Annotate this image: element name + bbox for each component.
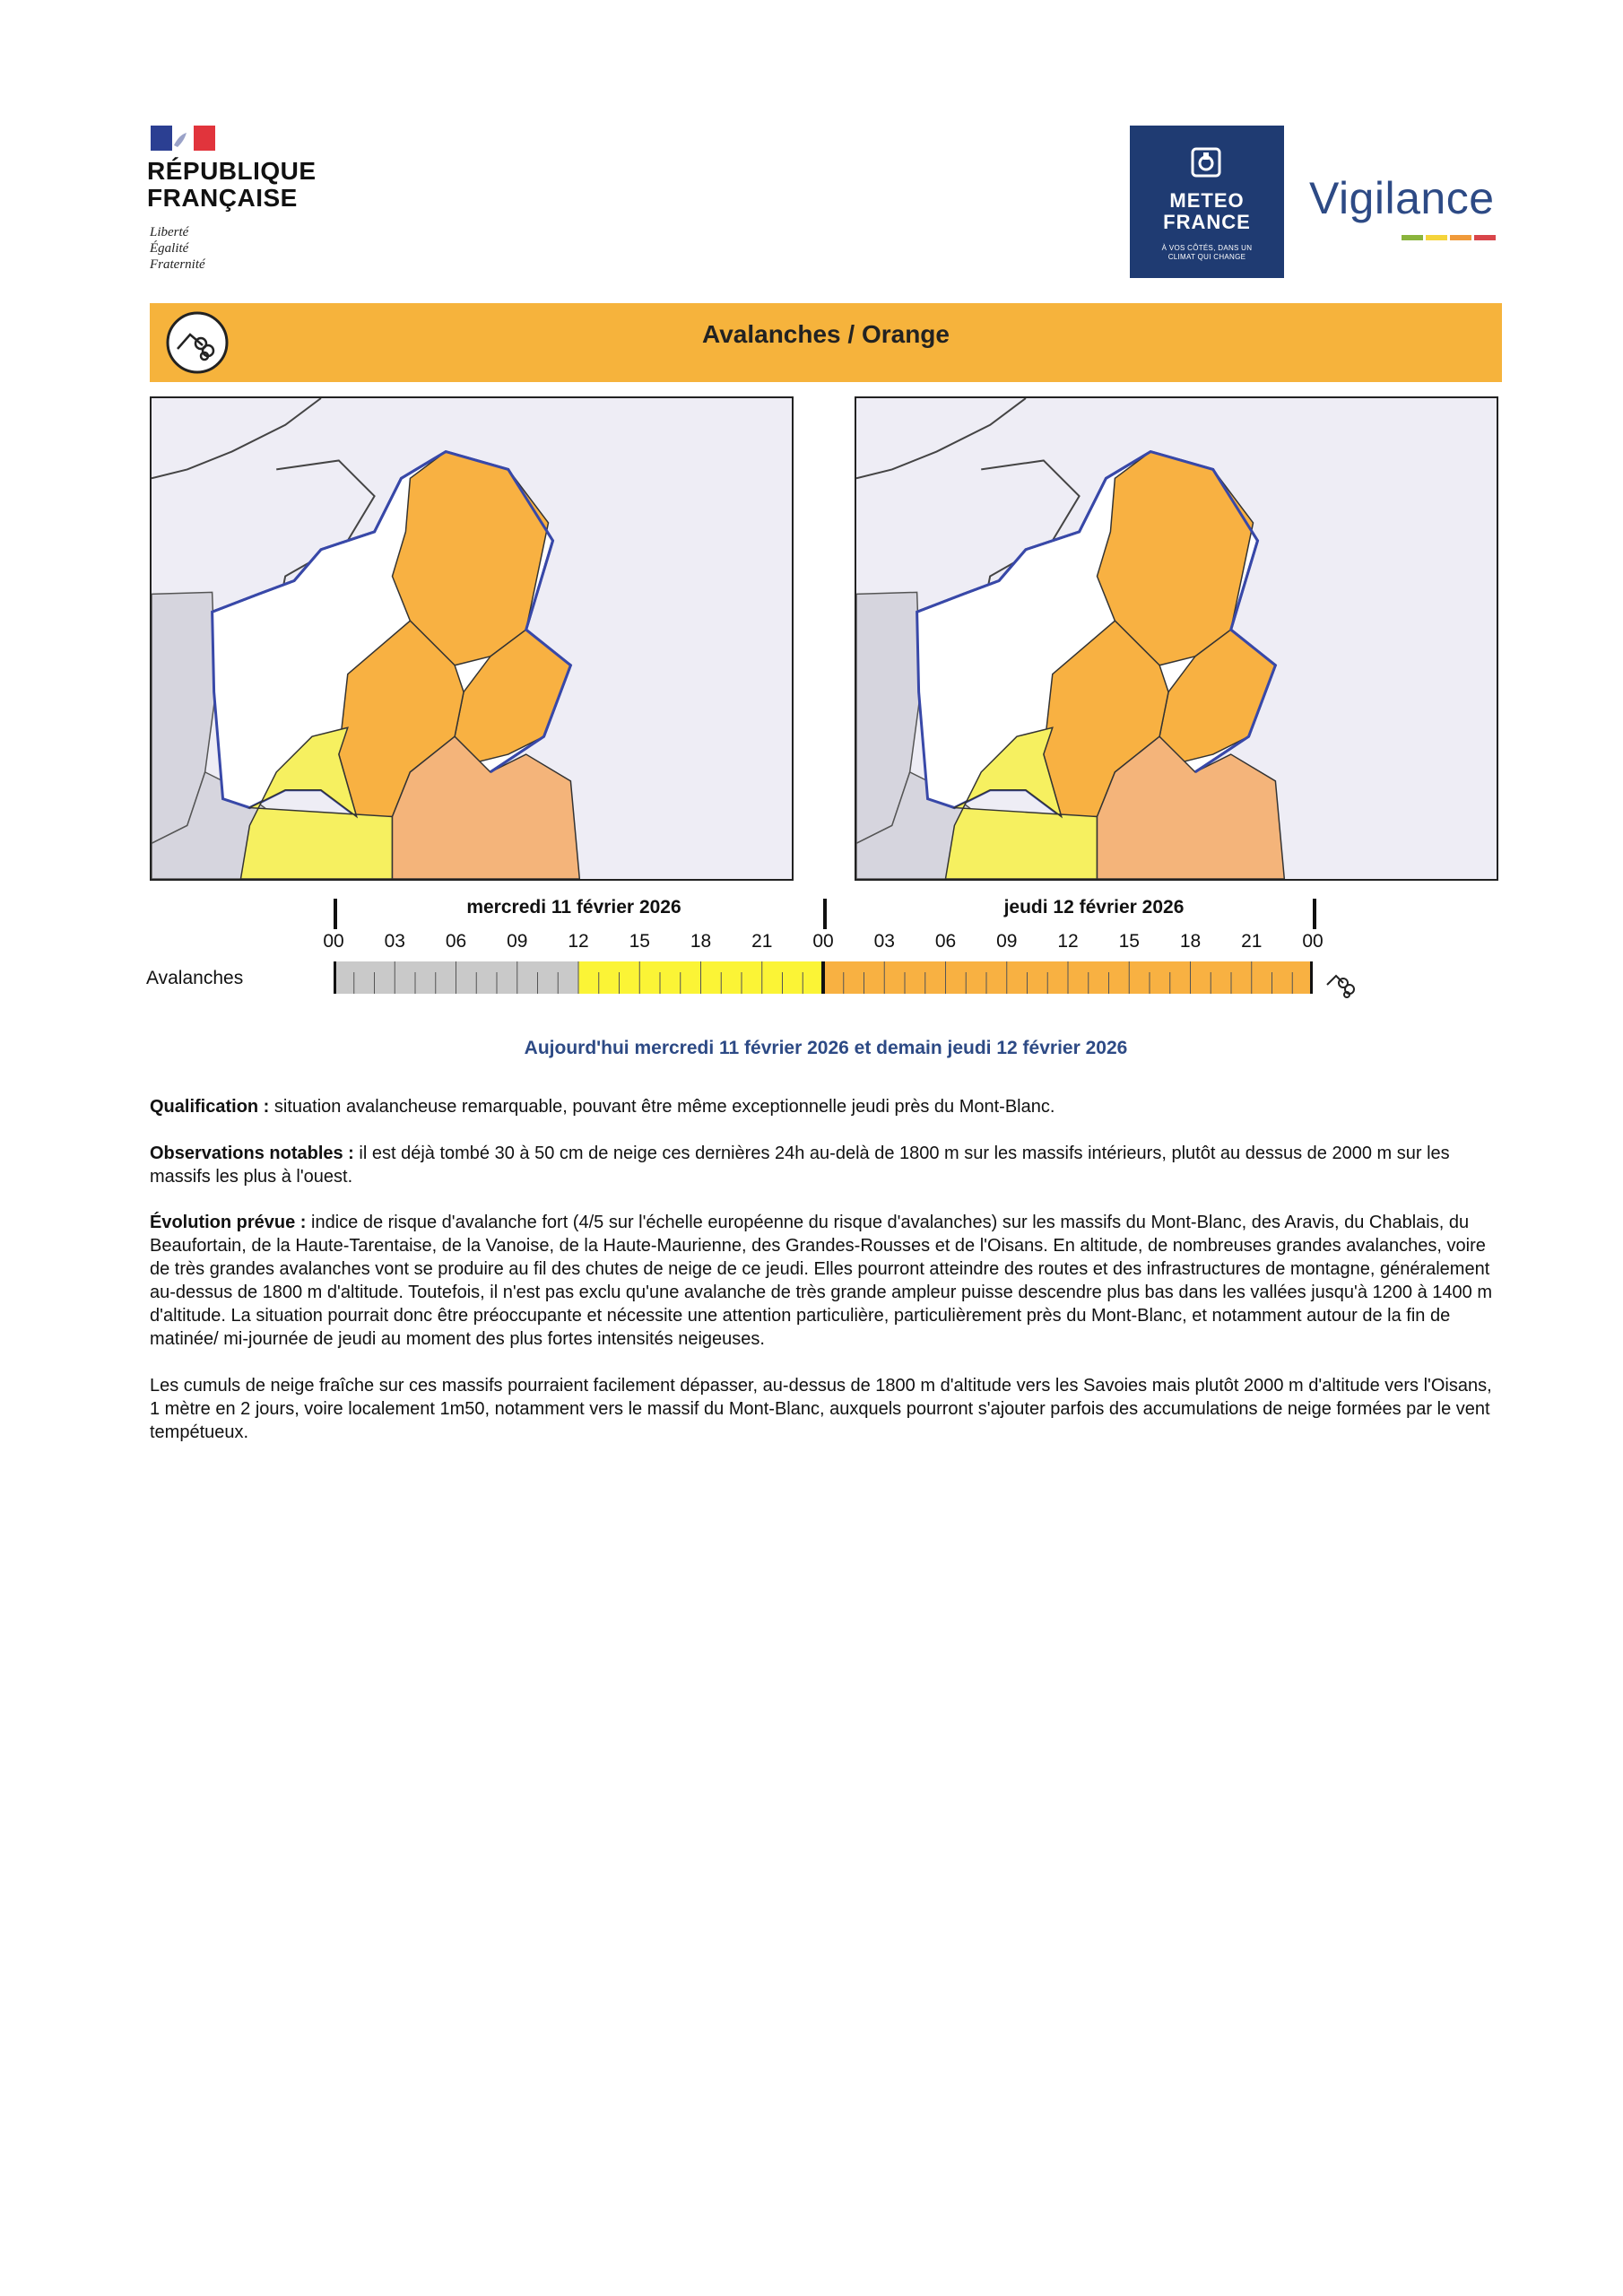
timeline-hour-label: 03	[873, 931, 895, 952]
vigilance-color-bars	[1402, 229, 1498, 245]
timeline-hour-label: 12	[1057, 931, 1079, 952]
evolution-text: indice de risque d'avalanche fort (4/5 sur l'échelle européenne du risque d'avalanches) sur les massifs du Mont-Blanc, des Aravis, du Chablais, du Beaufortain, de la Haute-Tarentaise, de la Vanoise, de la Haute-Maurienne, des Grandes-Rousses et de l'Oisans. En altitude, de nombreuses grandes avalanches, voire de très grandes avalanches vont se produire au fil des chutes de neige de ce jeudi. Elles pourront atteindre des routes et des infrastructures de montagne, généralement au-dessus de 1800 m d'altitude. Toutefois, il n'est pas exclu qu'une avalanche de très grande ampleur puisse descendre plus bas dans les vallées jusqu'à 1200 à 1400 m d'altitude. La situation pourrait donc être préoccupante et nécessite une attention particulière, particulièrement près du Mont-Blanc, et notamment autour de la fin de matinée/ mi-journée de jeudi au moment des plus fortes intensités neigeuses.	[150, 1213, 1492, 1349]
observations-label: Observations notables :	[150, 1144, 354, 1163]
qualification-label: Qualification :	[150, 1097, 270, 1117]
meteo-france-tagline: À VOS CÔTÉS, DANS UN CLIMAT QUI CHANGE	[1161, 244, 1253, 261]
avalanche-small-icon	[1324, 967, 1359, 999]
timeline-day-tick	[823, 899, 827, 929]
evolution-label: Évolution prévue :	[150, 1213, 307, 1232]
timeline-day2-label: jeudi 12 février 2026	[1003, 897, 1185, 918]
marianne-logo	[151, 126, 215, 151]
timeline-hour-label: 15	[629, 931, 650, 952]
vigilance-bar-orange	[1450, 235, 1471, 240]
timeline-hour-label: 21	[751, 931, 773, 952]
evolution-paragraph	[150, 1211, 1502, 1351]
meteo-france-icon	[1191, 147, 1221, 178]
bulletin-subtitle: Aujourd'hui mercredi 11 février 2026 et demain jeudi 12 février 2026	[524, 1038, 1128, 1058]
timeline-hour-label: 03	[384, 931, 405, 952]
timeline-hour-label: 00	[812, 931, 834, 952]
map-thursday	[855, 396, 1498, 881]
timeline-hour-label: 06	[934, 931, 957, 952]
timeline-hour-label: 21	[1241, 931, 1263, 952]
republique-motto: Liberté Égalité Fraternité	[150, 225, 205, 272]
timeline-day1-label: mercredi 11 février 2026	[466, 897, 681, 918]
vigilance-bar-green	[1402, 235, 1423, 240]
cumuls-paragraph: Les cumuls de neige fraîche sur ces massifs pourraient facilement dépasser, au-dessus de 1800 m d'altitude vers les Savoies mais plutôt 2000 m d'altitude vers l'Oisans, 1 mètre en 2 jours, voire localement 1m50, notamment vers le massif du Mont-Blanc, auxquels pourront s'ajouter parfois des accumulations de neige formées par le vent tempétueux.	[150, 1376, 1492, 1442]
vigilance-bar-yellow	[1426, 235, 1447, 240]
timeline-hour-label: 00	[323, 931, 344, 952]
timeline-hour-label: 00	[1302, 931, 1324, 952]
vigilance-bar-red	[1474, 235, 1496, 240]
timeline-hour-label: 06	[445, 931, 467, 952]
qualification-text: situation avalancheuse remarquable, pouvant être même exceptionnelle jeudi près du Mont-Blanc.	[269, 1097, 1055, 1117]
qualification-paragraph	[150, 1095, 1502, 1118]
timeline-hour-label: 18	[1179, 931, 1202, 952]
banner-title: Avalanches / Orange	[702, 320, 950, 348]
meteo-france-name: METEO FRANCE	[1163, 189, 1251, 233]
timeline-hour-label: 15	[1118, 931, 1140, 952]
timeline-hour-label: 18	[690, 931, 712, 952]
timeline-hour-label: 09	[507, 931, 528, 952]
meteo-france-logo	[1130, 126, 1284, 278]
observations-paragraph	[150, 1142, 1502, 1188]
republique-francaise-name: RÉPUBLIQUE FRANÇAISE	[147, 157, 317, 212]
timeline-hour-label: 09	[996, 931, 1018, 952]
timeline-day-tick	[1313, 899, 1316, 929]
vigilance-wordmark: Vigilance	[1309, 173, 1495, 223]
timeline-bar	[334, 961, 1313, 994]
timeline-label: Avalanches	[146, 968, 244, 988]
map-wednesday	[150, 396, 794, 881]
observations-text: il est déjà tombé 30 à 50 cm de neige ces dernières 24h au-delà de 1800 m sur les massifs intérieurs, plutôt au dessus de 2000 m sur les massifs les plus à l'ouest.	[150, 1144, 1450, 1187]
timeline-hour-label: 12	[568, 931, 589, 952]
timeline-day-tick	[334, 899, 337, 929]
